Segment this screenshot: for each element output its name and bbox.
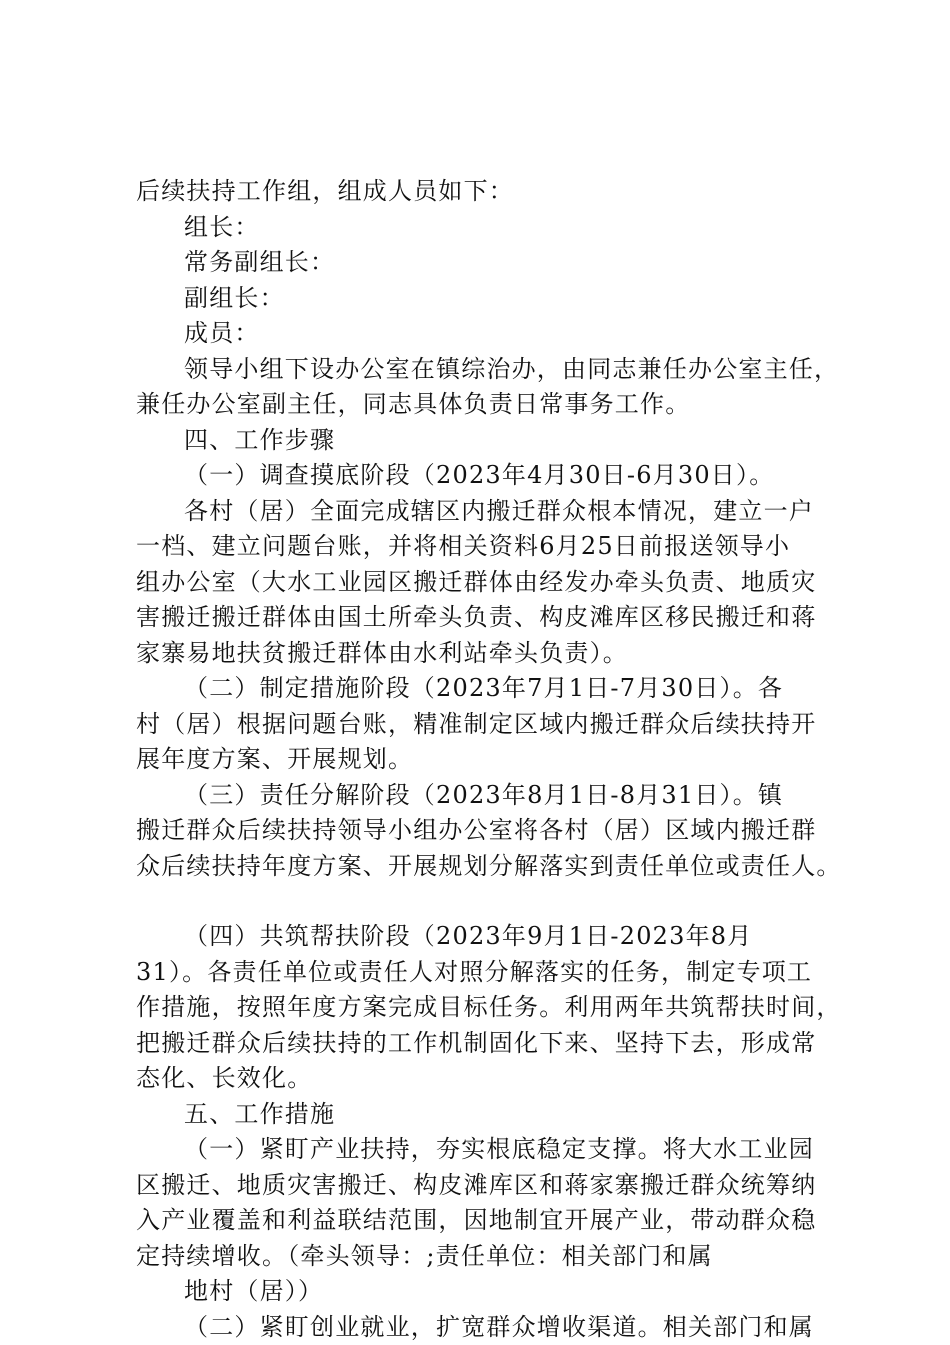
section-heading: 四、工作步骤 <box>136 423 836 459</box>
text-line: 成员： <box>136 316 836 352</box>
text-line: 一档、建立问题台账，并将相关资料6月25日前报送领导小 <box>136 529 836 565</box>
text-line: 组办公室（大水工业园区搬迁群体由经发办牵头负责、地质灾 <box>136 565 836 601</box>
text-line: 领导小组下设办公室在镇综治办，由同志兼任办公室主任， <box>136 352 836 388</box>
text-line: 把搬迁群众后续扶持的工作机制固化下来、坚持下去，形成常 <box>136 1026 836 1062</box>
text-line: 地村（居）） <box>136 1274 836 1310</box>
text-line: 作措施，按照年度方案完成目标任务。利用两年共筑帮扶时间， <box>136 990 836 1026</box>
text-line: 副组长： <box>136 281 836 317</box>
text-line: （二）紧盯创业就业，扩宽群众增收渠道。相关部门和属 <box>136 1310 836 1345</box>
text-line: 家寨易地扶贫搬迁群体由水利站牵头负责）。 <box>136 636 836 672</box>
text-line: 兼任办公室副主任，同志具体负责日常事务工作。 <box>136 387 836 423</box>
text-line: 组长： <box>136 210 836 246</box>
document-body <box>136 174 836 1345</box>
blank-line <box>136 884 836 919</box>
text-line: 众后续扶持年度方案、开展规划分解落实到责任单位或责任人。 <box>136 849 836 885</box>
text-line: 定持续增收。（牵头领导：;责任单位：相关部门和属 <box>136 1239 836 1275</box>
subsection-heading: （一）调查摸底阶段（2023年4月30日-6月30日）。 <box>136 458 836 494</box>
text-line: （三）责任分解阶段（2023年8月1日-8月31日）。镇 <box>136 778 836 814</box>
text-line: （二）制定措施阶段（2023年7月1日-7月30日）。各 <box>136 671 836 707</box>
text-line: （一）紧盯产业扶持，夯实根底稳定支撑。将大水工业园 <box>136 1132 836 1168</box>
text-line: 村（居）根据问题台账，精准制定区域内搬迁群众后续扶持开 <box>136 707 836 743</box>
text-line: 常务副组长： <box>136 245 836 281</box>
text-line: 各村（居）全面完成辖区内搬迁群众根本情况，建立一户 <box>136 494 836 530</box>
text-line: 展年度方案、开展规划。 <box>136 742 836 778</box>
text-line: 害搬迁搬迁群体由国土所牵头负责、构皮滩库区移民搬迁和蒋 <box>136 600 836 636</box>
text-line: 后续扶持工作组，组成人员如下： <box>136 174 836 210</box>
text-line: 搬迁群众后续扶持领导小组办公室将各村（居）区域内搬迁群 <box>136 813 836 849</box>
text-line: 31）。各责任单位或责任人对照分解落实的任务，制定专项工 <box>136 955 836 991</box>
text-line: （四）共筑帮扶阶段（2023年9月1日-2023年8月 <box>136 919 836 955</box>
text-line: 区搬迁、地质灾害搬迁、构皮滩库区和蒋家寨搬迁群众统筹纳 <box>136 1168 836 1204</box>
text-line: 入产业覆盖和利益联结范围，因地制宜开展产业，带动群众稳 <box>136 1203 836 1239</box>
section-heading: 五、工作措施 <box>136 1097 836 1133</box>
text-line: 态化、长效化。 <box>136 1061 836 1097</box>
